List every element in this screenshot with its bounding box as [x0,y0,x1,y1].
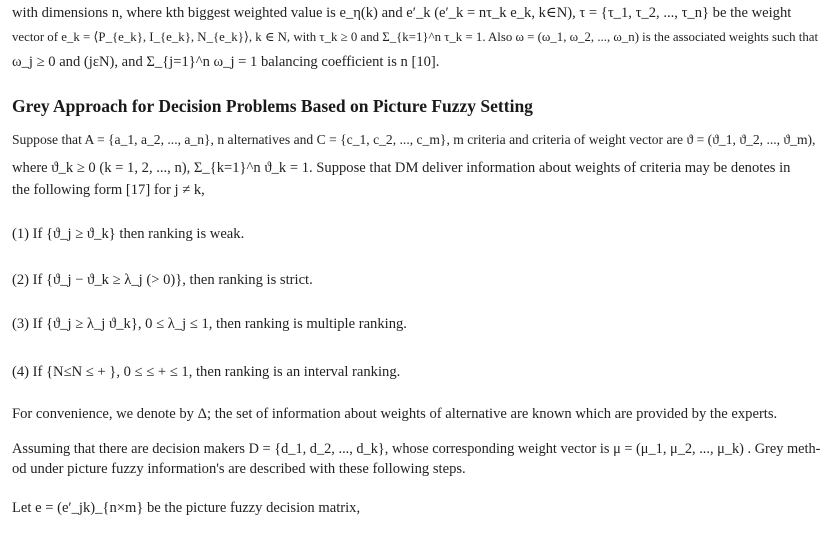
paragraph1-line-1: Suppose that A = {a_1, a_2, ..., a_n}, n alternatives and C = {c_1, c_2, ..., c_m}, m criteria and criteria of weight vector are ϑ = (ϑ_1, ϑ_2, ..., ϑ_m), [12,132,816,147]
condition-2: (2) If {ϑ_j − ϑ_k ≥ λ_j (> 0)}, then ranking is strict. [12,272,313,288]
paragraph3-line-1: Assuming that there are decision makers D = {d_1, d_2, ..., d_k}, whose corresponding weight vector is μ = (μ_1, μ_2, ..., μ_k) . Grey meth- [12,441,821,457]
paragraph1-line-3: the following form [17] for j ≠ k, [12,182,205,198]
final-line: Let e = (e′_jk)_{n×m} be the picture fuzzy decision matrix, [12,500,361,516]
condition-4: (4) If {N≤N ≤ + }, 0 ≤ ≤ + ≤ 1, then ranking is an interval ranking. [12,364,401,380]
intro-line-3: ω_j ≥ 0 and (jεN), and Σ_{j=1}^n ω_j = 1 balancing coefficient is n [10]. [12,54,440,70]
condition-3: (3) If {ϑ_j ≥ λ_j ϑ_k}, 0 ≤ λ_j ≤ 1, then ranking is multiple ranking. [12,316,407,332]
intro-line-2: vector of e_k = ⟨P_{e_k}, I_{e_k}, N_{e_k}⟩, k ∈ N, with τ_k ≥ 0 and Σ_{k=1}^n τ_k = 1. Also ω = (ω_1, ω_2, ..., ω_n) is the associated weights such that [12,30,819,44]
paragraph2: For convenience, we denote by Δ; the set of information about weights of alternative are known which are provided by the experts. [12,406,778,422]
condition-1: (1) If {ϑ_j ≥ ϑ_k} then ranking is weak. [12,226,245,242]
paragraph1-line-2: where ϑ_k ≥ 0 (k = 1, 2, ..., n), Σ_{k=1}^n ϑ_k = 1. Suppose that DM deliver information about weights of criteria may be denotes in [12,160,791,176]
paragraph3-line-2: od under picture fuzzy information's are described with these following steps. [12,461,466,477]
section-heading: Grey Approach for Decision Problems Based on Picture Fuzzy Setting [12,96,533,116]
intro-line-1: with dimensions n, where kth biggest weighted value is e_η(k) and e′_k (e′_k = nτ_k e_k, k∈N), τ = {τ_1, τ_2, ..., τ_n} be the weight [12,5,792,21]
